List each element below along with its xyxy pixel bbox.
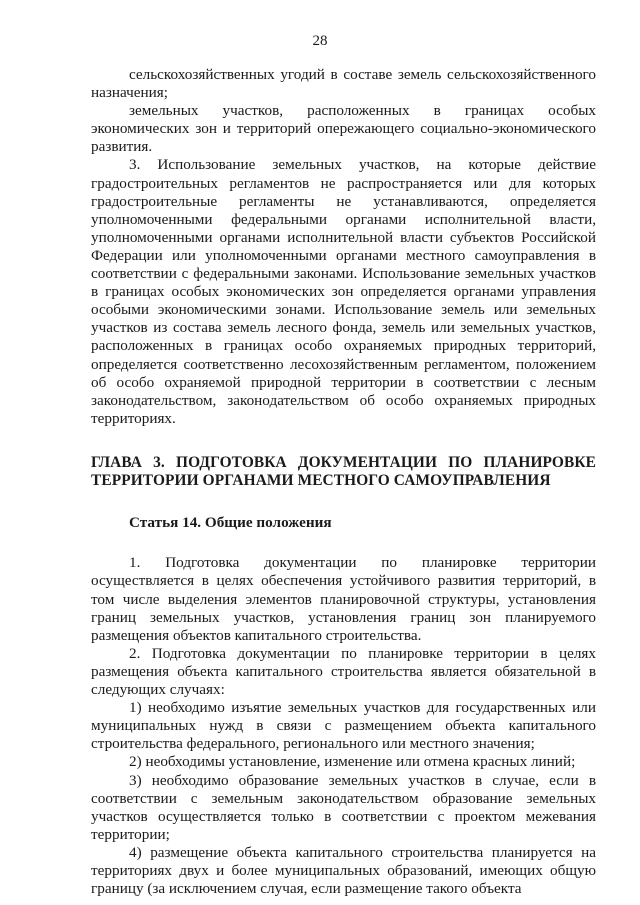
paragraph-3: 3. Использование земельных участков, на которые действие градостроительных регламентов не распространяется или для которых градостроительные регламенты не устанавливаются, определяется уполномоченными федеральными органами исполнительной власти, уполномоченными органами исполнительной власти субъектов Российской Федерации или уполномоченными органами местного самоуправления в соответствии с федеральными законами. Использование земельных участков в границах особых экономических зон определяется органами управления особыми экономическими зонами. Использование земель или земельных участков из состава земель лесного фонда, земель или земельных участков, расположенных в границах особо охраняемых природных территорий, определяется соответственно лесохозяйственным регламентом, положением об особо охраняемой природной территории в соответствии с лесным законодательством, законодательством об особо охраняемых природных территориях. [91,156,596,427]
page-number: 28 [312,33,328,49]
article-list-item-4: 4) размещение объекта капитального строительства планируется на территориях двух и более муниципальных образований, имеющих общую границу (за исключением случая, если размещение такого объекта [91,843,596,898]
article-paragraph-1: 1. Подготовка документации по планировке территории осуществляется в целях обеспечения устойчивого развития территорий, в том числе выделения элементов планировочной структуры, установления границ земельных участков, установления границ зон планируемого размещения объектов капитального строительства. [91,554,596,644]
article-list-item-2: 2) необходимы установление, изменение или отмена красных линий; [129,753,576,771]
article-list-item-1: 1) необходимо изъятие земельных участков для государственных или муниципальных нужд в связи с размещением объекта капитального строительства федерального, регионального или местного значения; [91,699,596,753]
article-list-item-3: 3) необходимо образование земельных участков в случае, если в соответствии с земельным законодательством образование земельных участков осуществляется только в соответствии с проектом межевания территории; [91,771,596,843]
article-paragraph-2: 2. Подготовка документации по планировке территории в целях размещения объекта капитального строительства является обязательной в следующих случаях: [91,644,596,699]
article-heading: Статья 14. Общие положения [129,514,332,532]
paragraph-2: земельных участков, расположенных в границах особых экономических зон и территорий опережающего социально-экономического развития. [91,102,596,156]
chapter-heading: ГЛАВА 3. ПОДГОТОВКА ДОКУМЕНТАЦИИ ПО ПЛАНИРОВКЕ ТЕРРИТОРИИ ОРГАНАМИ МЕСТНОГО САМОУПРАВЛЕНИЯ [91,453,596,490]
document-body [91,66,596,898]
paragraph-1: сельскохозяйственных угодий в составе земель сельскохозяйственного назначения; [91,66,596,102]
